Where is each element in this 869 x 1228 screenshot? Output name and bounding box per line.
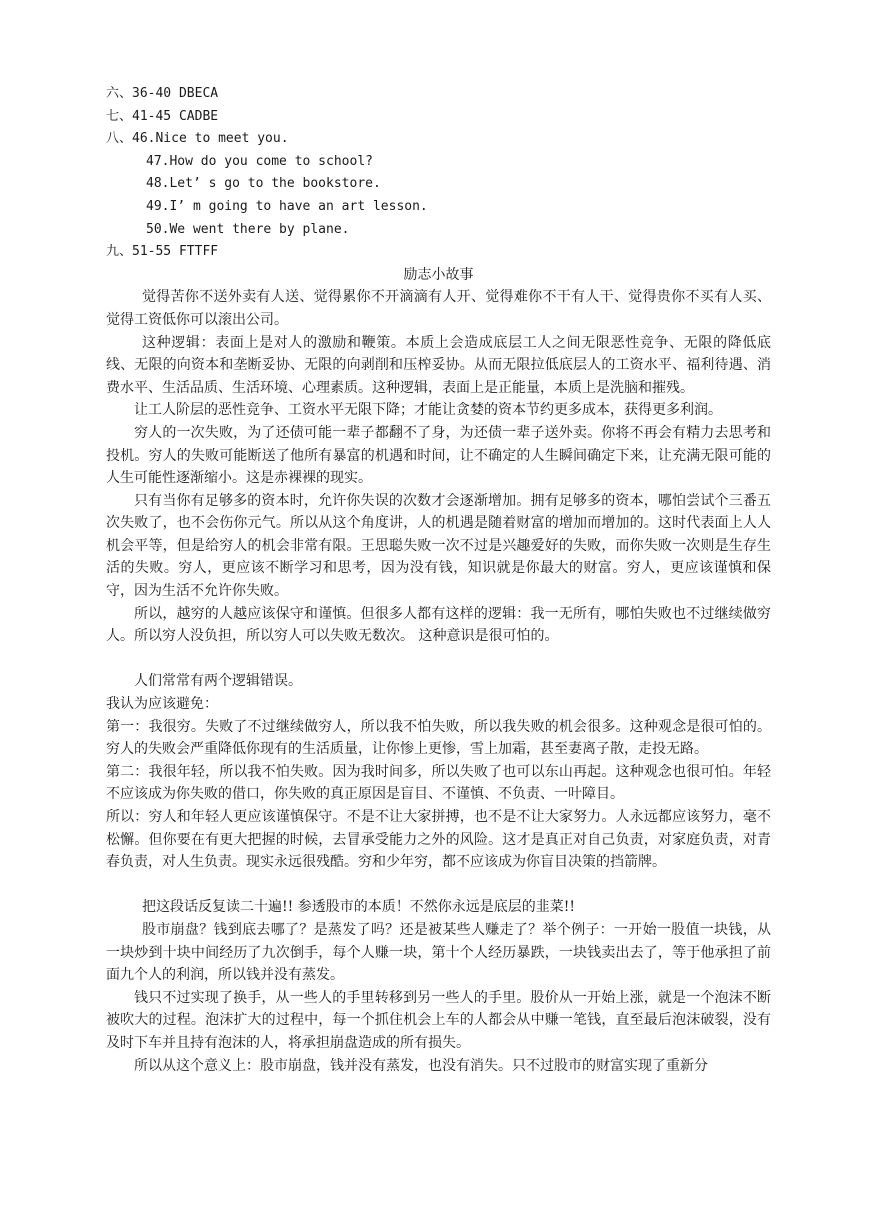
- paragraph-1: 觉得苦你不送外卖有人送、觉得累你不开滴滴有人开、觉得难你不干有人干、觉得贵你不买有人买、觉得工资低你可以滚出公司。: [106, 289, 771, 328]
- paragraph-11: 所以：穷人和年轻人更应该谨慎保守。不是不让大家拼搏，也不是不让大家努力。人永远都应该努力，毫不松懈。但你要在有更大把握的时候，去冒承受能力之外的风险。这才是真正对自己负责，对家庭负责，对青春负责，对人生负责。现实永远很残酷。穷和少年穷，都不应该成为你盲目决策的挡箭牌。: [106, 809, 771, 871]
- answer-line-47: 47.How do you come to school?: [146, 153, 373, 169]
- blank-line: [106, 874, 771, 897]
- answer-line-8: 八、46.Nice to meet you.: [106, 131, 289, 147]
- answer-line-48: 48.Let’ s go to the bookstore.: [146, 176, 381, 192]
- answer-line-9: 九、51-55 FTTFF: [106, 244, 219, 260]
- paragraph-4: 穷人的一次失败，为了还债可能一辈子都翻不了身，为还债一辈子送外卖。你将不再会有精力去思考和投机。穷人的失败可能断送了他所有暴富的机遇和时间，让不确定的人生瞬间确定下来，让充满无限可能的人生可能性逐渐缩小。这是赤裸裸的现实。: [106, 424, 771, 487]
- answer-line-50: 50.We went there by plane.: [146, 221, 350, 237]
- paragraph-5: 只有当你有足够多的资本时，允许你失误的次数才会逐渐增加。拥有足够多的资本，哪怕尝试个三番五次失败了，也不会伤你元气。所以从这个角度讲，人的机遇是随着财富的增加而增加的。这时代表面上人人机会平等，但是给穷人的机会非常有限。王思聪失败一次不过是兴趣爱好的失败，而你失败一次则是生存生活的失败。穷人，更应该不断学习和思考，因为没有钱，知识就是你最大的财富。穷人，更应该谨慎和保守，因为生活不允许你失败。: [106, 492, 771, 600]
- paragraph-10: 第二：我很年轻，所以我不怕失败。因为我时间多，所以失败了也可以东山再起。这种观念也很可怕。年轻不应该成为你失败的借口，你失败的真正原因是盲目、不谨慎、不负责、一叶障目。: [106, 763, 771, 803]
- paragraph-9: 第一：我很穷。失败了不过继续做穷人，所以我不怕失败，所以我失败的机会很多。这种观念是很可怕的。穷人的失败会严重降低你现有的生活质量，让你惨上更惨，雪上加霜，甚至妻离子散，走投无路。: [106, 718, 771, 758]
- paragraph-12: 把这段话反复读二十遍!! 参透股市的本质！不然你永远是底层的韭菜!!: [142, 899, 575, 916]
- answer-line-49: 49.I’ m going to have an art lesson.: [146, 198, 428, 214]
- paragraph-14: 钱只不过实现了换手，从一些人的手里转移到另一些人的手里。股价从一开始上涨，就是一个泡沫不断被吹大的过程。泡沫扩大的过程中，每一个抓住机会上车的人都会从中赚一笔钱，直至最后泡沫破裂，没有及时下车并且持有泡沫的人，将承担崩盘造成的所有损失。: [106, 989, 771, 1051]
- paragraph-6: 所以，越穷的人越应该保守和谨慎。但很多人都有这样的逻辑：我一无所有，哪怕失败也不过继续做穷人。所以穷人没负担，所以穷人可以失败无数次。 这种意识是很可怕的。: [106, 605, 771, 645]
- answer-line-7: 七、41-45 CADBE: [106, 108, 219, 124]
- document-body: [106, 83, 771, 1077]
- paragraph-8: 我认为应该避免：: [106, 696, 218, 713]
- answer-line-6: 六、36-40 DBECA: [106, 86, 219, 101]
- story-title: 励志小故事: [403, 266, 474, 283]
- paragraph-2: 这种逻辑：表面上是对人的激励和鞭策。本质上会造成底层工人之间无限恶性竞争、无限的降低底线、无限的向资本和垄断妥协、无限的向剥削和压榨妥协。从而无限拉低底层人的工资水平、福利待遇、消费水平、生活品质、生活环境、心理素质。这种逻辑，表面上是正能量，本质上是洗脑和摧残。: [106, 334, 771, 396]
- paragraph-3: 让工人阶层的恶性竞争、工资水平无限下降；才能让贪婪的资本节约更多成本，获得更多利润。: [134, 402, 722, 419]
- paragraph-13: 股市崩盘？钱到底去哪了？是蒸发了吗？还是被某些人赚走了？举个例子：一开始一股值一块钱，从一块炒到十块中间经历了九次倒手，每个人赚一块，第十个人经历暴跌，一块钱卖出去了，等于他承担了前面九个人的利润，所以钱并没有蒸发。: [106, 921, 771, 984]
- blank-line: [106, 648, 771, 671]
- paragraph-15: 所以从这个意义上：股市崩盘，钱并没有蒸发，也没有消失。只不过股市的财富实现了重新分: [134, 1057, 708, 1074]
- paragraph-7: 人们常常有两个逻辑错误。: [134, 673, 302, 690]
